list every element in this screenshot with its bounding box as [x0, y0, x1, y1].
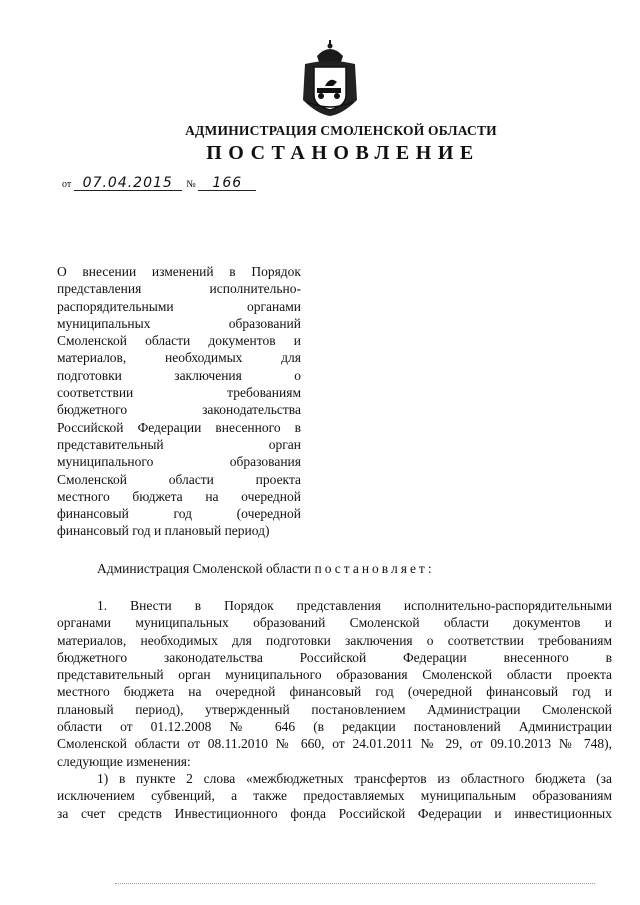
title-line: муниципального образования [57, 454, 301, 470]
body-line: плановый период), утвержденный постановлением Администрации Смоленской [57, 701, 612, 717]
body-line: бюджетного законодательства Российской Федерации внесенного в [57, 649, 612, 665]
document-type-title: ПОСТАНОВЛЕНИЕ [206, 142, 480, 164]
body-line: органами муниципальных образований Смоленской области документов и [57, 615, 612, 631]
document-date: 07.04.2015 [74, 176, 182, 191]
body-line: материалов, необходимых для подготовки заключения о соответствии требованиям [57, 632, 612, 648]
preamble [97, 561, 435, 577]
body-line: Смоленской области от 08.11.2010 № 660, от 24.01.2011 № 29, от 09.10.2013 № 748), [57, 736, 612, 752]
date-number-line [62, 176, 256, 191]
footer-divider [115, 883, 595, 884]
title-line: Смоленской области проекта [57, 471, 301, 487]
title-line: распорядительными органами [57, 298, 301, 314]
title-line: представления исполнительно- [57, 281, 301, 297]
organization-name: АДМИНИСТРАЦИЯ СМОЛЕНСКОЙ ОБЛАСТИ [185, 123, 497, 138]
title-line: бюджетного законодательства [57, 402, 301, 418]
coat-of-arms-emblem [297, 40, 363, 118]
number-prefix: № [186, 179, 196, 190]
title-line: финансовый год и плановый период) [57, 523, 270, 539]
body-line: представительный орган муниципального образования Смоленской области проекта [57, 667, 612, 683]
title-line: финансовый год (очередной [57, 506, 301, 522]
preamble-text: Администрация Смоленской области [97, 561, 312, 576]
date-prefix: от [62, 179, 72, 190]
body-line: области от 01.12.2008 № 646 (в редакции постановлений Администрации [57, 719, 612, 735]
title-line: О внесении изменений в Порядок [57, 264, 301, 279]
body-line: 1) в пункте 2 слова «межбюджетных трансфертов из областного бюджета (за [97, 770, 612, 786]
title-line: подготовки заключения о [57, 367, 301, 383]
document-title-block [57, 263, 301, 540]
title-line: Российской Федерации внесенного в [57, 419, 301, 435]
body-line: 1. Внести в Порядок представления исполнительно-распорядительными [97, 598, 612, 613]
body-line: местного бюджета на очередной финансовый год (очередной финансовый год и [57, 684, 612, 700]
title-line: соответствии требованиям [57, 385, 301, 401]
title-line: материалов, необходимых для [57, 350, 301, 366]
title-line: представительный орган [57, 436, 301, 452]
body-line: исключением субвенций, а также предоставляемых муниципальным образованиям [57, 788, 612, 804]
body-line: следующие изменения: [57, 753, 191, 769]
title-line: местного бюджета на очередной [57, 488, 301, 504]
document-body [57, 597, 612, 822]
title-line: Смоленской области документов и [57, 333, 301, 349]
title-line: муниципальных образований [57, 315, 301, 331]
preamble-verb: постановляет: [314, 561, 435, 576]
body-line: за счет средств Инвестиционного фонда Российской Федерации и инвестиционных [57, 805, 612, 821]
document-number: 166 [198, 176, 256, 191]
